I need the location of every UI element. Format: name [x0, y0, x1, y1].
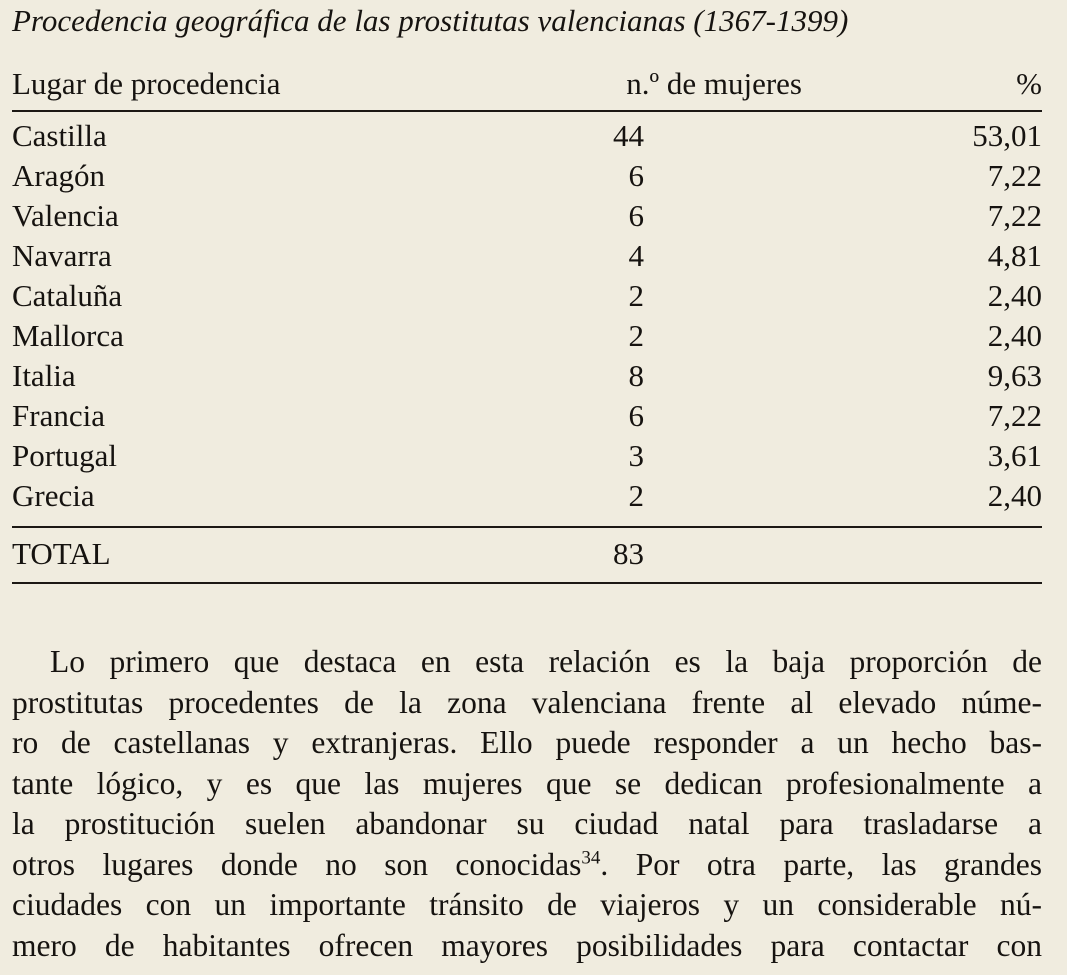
paragraph-line-text: Por otra parte, las grandes: [635, 846, 1043, 882]
row-place: Cataluña: [12, 278, 123, 313]
row-place: Aragón: [12, 158, 105, 193]
total-count: 83: [613, 536, 644, 571]
row-count: 8: [628, 358, 644, 393]
row-count: 2: [628, 478, 644, 513]
row-percent: 2,40: [987, 478, 1042, 513]
table-row: [12, 156, 1042, 196]
table-row: [12, 396, 1042, 436]
header-percent: %: [1016, 66, 1042, 101]
row-place: Francia: [12, 398, 105, 433]
row-percent: 7,22: [987, 158, 1042, 193]
paragraph-line: prostitutas procedentes de la zona valenciana frente al elevado núme-: [12, 684, 1042, 720]
paragraph-line-with-footnote: [12, 845, 1042, 886]
table-header-row: [12, 64, 1042, 104]
footnote-separator: .: [600, 846, 636, 882]
paragraph-line: ro de castellanas y extranjeras. Ello puede responder a un hecho bas-: [12, 725, 1042, 760]
header-count: n.º de mujeres: [626, 66, 802, 101]
header-rule: [12, 110, 1042, 112]
row-place: Navarra: [12, 238, 112, 273]
row-percent: 7,22: [987, 398, 1042, 433]
table-row: [12, 316, 1042, 356]
table-title: Procedencia geográfica de las prostitutas valencianas (1367-1399): [12, 3, 849, 38]
footnote-reference[interactable]: 34: [581, 847, 601, 868]
row-percent: 2,40: [987, 318, 1042, 353]
row-count: 2: [628, 278, 644, 313]
paragraph-line-text: otros lugares donde no son conocidas: [12, 846, 582, 882]
row-count: 3: [628, 438, 644, 473]
row-place: Valencia: [12, 198, 119, 233]
table-row: [12, 276, 1042, 316]
row-count: 4: [628, 238, 644, 273]
row-place: Grecia: [12, 478, 95, 513]
total-rule: [12, 526, 1042, 528]
row-count: 6: [628, 198, 644, 233]
row-count: 6: [628, 158, 644, 193]
row-place: Castilla: [12, 118, 107, 153]
row-percent: 4,81: [987, 238, 1042, 273]
row-percent: 3,61: [987, 438, 1042, 473]
header-place: Lugar de procedencia: [12, 66, 281, 101]
body-paragraph: [12, 642, 1042, 966]
row-count: 44: [613, 118, 644, 153]
table-row: [12, 116, 1042, 156]
paragraph-line: mero de habitantes ofrecen mayores posibilidades para contactar con: [12, 927, 1042, 963]
table-row: [12, 476, 1042, 516]
row-percent: 53,01: [972, 118, 1042, 153]
row-count: 2: [628, 318, 644, 353]
row-place: Portugal: [12, 438, 118, 473]
paragraph-line: ciudades con un importante tránsito de viajeros y un considerable nú-: [12, 887, 1042, 922]
paragraph-line: tante lógico, y es que las mujeres que se dedican profesionalmente a: [12, 765, 1042, 801]
row-place: Italia: [12, 358, 76, 393]
row-percent: 9,63: [987, 358, 1042, 393]
table-row: [12, 356, 1042, 396]
row-percent: 7,22: [987, 198, 1042, 233]
row-percent: 2,40: [987, 278, 1042, 313]
bottom-rule: [12, 582, 1042, 584]
row-place: Mallorca: [12, 318, 124, 353]
row-count: 6: [628, 398, 644, 433]
table-row: [12, 236, 1042, 276]
origin-table: [12, 64, 1042, 584]
paragraph-line: Lo primero que destaca en esta relación es la baja proporción de: [50, 644, 1042, 679]
total-label: TOTAL: [12, 536, 111, 571]
table-row: [12, 196, 1042, 236]
table-row: [12, 436, 1042, 476]
paragraph-line: la prostitución suelen abandonar su ciudad natal para trasladarse a: [12, 806, 1042, 841]
total-row: [12, 534, 1042, 574]
